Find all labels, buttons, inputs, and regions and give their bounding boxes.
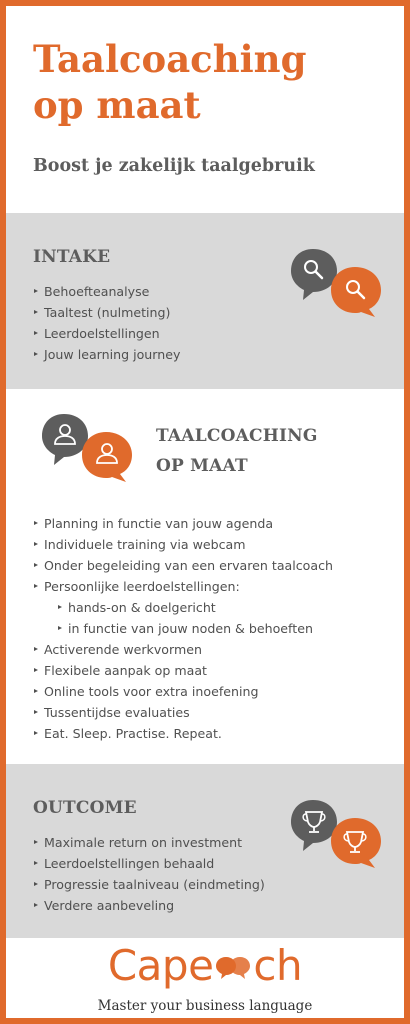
list-item: Tussentijdse evaluaties [33, 702, 333, 723]
trophy-bubbles-icon [289, 796, 389, 868]
intake-heading: INTAKE [33, 247, 111, 267]
outcome-list [33, 832, 265, 916]
list-item: Planning in functie van jouw agenda [33, 513, 333, 534]
coaching-heading [156, 421, 318, 481]
list-item: Individuele training via webcam [33, 534, 333, 555]
page-subtitle: Boost je zakelijk taalgebruik [33, 156, 315, 176]
search-bubbles-icon [289, 245, 389, 317]
title-line-2: op maat [33, 83, 201, 127]
list-item: Persoonlijke leerdoelstellingen: [33, 576, 333, 597]
list-item: Jouw learning journey [33, 344, 180, 365]
list-item: Verdere aanbeveling [33, 895, 265, 916]
list-item: Behoefteanalyse [33, 281, 180, 302]
list-subitem: hands-on & doelgericht [57, 597, 333, 618]
list-item: Flexibele aanpak op maat [33, 660, 333, 681]
list-item: Eat. Sleep. Practise. Repeat. [33, 723, 333, 744]
outcome-heading: OUTCOME [33, 798, 137, 818]
logo-bubbles-icon [214, 951, 252, 983]
list-item: Leerdoelstellingen behaald [33, 853, 265, 874]
list-item: Leerdoelstellingen [33, 323, 180, 344]
list-item: Maximale return on investment [33, 832, 265, 853]
capeach-logo [6, 941, 404, 990]
list-item: Taaltest (nulmeting) [33, 302, 180, 323]
list-item: Online tools voor extra inoefening [33, 681, 333, 702]
tagline: Master your business language [97, 998, 313, 1014]
coaching-heading-line-2: OP MAAT [156, 456, 248, 476]
title-line-1: Taalcoaching [33, 37, 307, 81]
person-bubbles-icon [40, 410, 140, 482]
intake-section [6, 213, 404, 389]
list-item: Progressie taalniveau (eindmeting) [33, 874, 265, 895]
coaching-heading-line-1: TAALCOACHING [156, 426, 318, 446]
outcome-section [6, 764, 404, 938]
list-item: Activerende werkvormen [33, 639, 333, 660]
page-title [33, 36, 306, 128]
list-item: Onder begeleiding van een ervaren taalcoach [33, 555, 333, 576]
logo-text-start: Cape [107, 941, 214, 990]
list-subitem: in functie van jouw noden & behoeften [57, 618, 333, 639]
logo-text-end: ch [253, 941, 303, 990]
intake-list [33, 281, 180, 365]
coaching-list [33, 513, 333, 744]
